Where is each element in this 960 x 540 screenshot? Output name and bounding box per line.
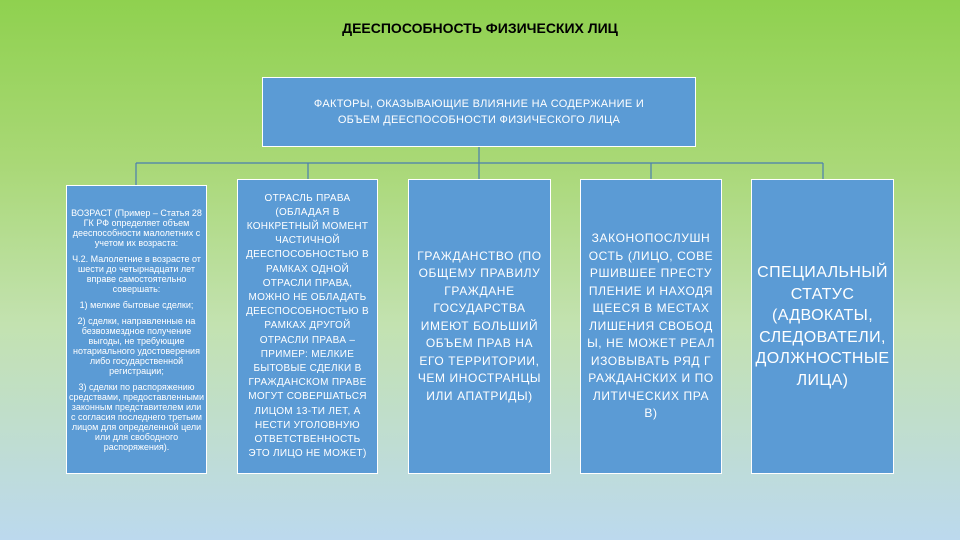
age-paragraph-4: 2) сделки, направленные на безвозмездное получение выгоды, не требующие нотариального удостоверения либо государственной регистрации;	[73, 315, 200, 376]
age-paragraph-1: ВОЗРАСТ (Пример – Статья 28 ГК РФ определяет объем дееспособности малолетних с учетом их возраста:	[71, 207, 202, 248]
factor-box-branch-of-law	[237, 179, 378, 474]
factor-box-special-status	[751, 179, 894, 474]
factor-box-law-abidance	[580, 179, 722, 474]
slide-title: ДЕЕСПОСОБНОСТЬ ФИЗИЧЕСКИХ ЛИЦ	[342, 20, 618, 36]
root-factors-line2: ОБЪЕМ ДЕЕСПОСОБНОСТИ ФИЗИЧЕСКОГО ЛИЦА	[337, 114, 621, 126]
root-factors-box	[262, 77, 696, 147]
age-paragraph-3: 1) мелкие бытовые сделки;	[79, 299, 194, 310]
citizenship-text: ГРАЖДАНСТВО (ПО ОБЩЕМУ ПРАВИЛУ ГРАЖДАНЕ ГОСУДАРСТВА ИМЕЮТ БОЛЬШИЙ ОБЪЕМ ПРАВ НА ЕГО ТЕРРИТОРИИ, ЧЕМ ИНОСТРАНЦЫ ИЛИ АПАТРИДЫ)	[417, 248, 542, 403]
special-status-text: СПЕЦИАЛЬНЫЙ СТАТУС (АДВОКАТЫ, СЛЕДОВАТЕЛИ, ДОЛЖНОСТНЫЕ ЛИЦА)	[755, 264, 890, 389]
age-paragraph-5: 3) сделки по распоряжению средствами, предоставленными законным представителем или с согласия последнего третьим лицом для определенной цели или для свободного распоряжения).	[69, 381, 205, 452]
factor-box-age	[66, 185, 207, 474]
factor-box-citizenship	[408, 179, 551, 474]
branch-of-law-text: ОТРАСЛЬ ПРАВА (ОБЛАДАЯ В КОНКРЕТНЫЙ МОМЕНТ ЧАСТИЧНОЙ ДЕЕСПОСОБНОСТЬЮ В РАМКАХ ОДНОЙ ОТРАСЛИ ПРАВА, МОЖНО НЕ ОБЛАДАТЬ ДЕЕСПОСОБНОСТЬЮ В РАМКАХ ДРУГОЙ ОТРАСЛИ ПРАВА – ПРИМЕР: МЕЛКИЕ БЫТОВЫЕ СДЕЛКИ В ГРАЖДАНСКОМ ПРАВЕ МОГУТ СОВЕРШАТЬСЯ ЛИЦОМ 13-ТИ ЛЕТ, А НЕСТИ УГОЛОВНУЮ ОТВЕТСТВЕННОСТЬ ЭТО ЛИЦО НЕ МОЖЕТ)	[246, 192, 369, 460]
law-abidance-text: ЗАКОНОПОСЛУШНОСТЬ (ЛИЦО, СОВЕРШИВШЕЕ ПРЕСТУПЛЕНИЕ И НАХОДЯЩЕЕСЯ В МЕСТАХ ЛИШЕНИЯ СВОБОДЫ, НЕ МОЖЕТ РЕАЛИЗОВЫВАТЬ РЯД ГРАЖДАНСКИХ И ПОЛИТИЧЕСКИХ ПРАВ)	[587, 231, 715, 421]
age-paragraph-2: Ч.2. Малолетние в возрасте от шести до четырнадцати лет вправе самостоятельно совершать:	[72, 253, 201, 294]
root-factors-line1: ФАКТОРЫ, ОКАЗЫВАЮЩИЕ ВЛИЯНИЕ НА СОДЕРЖАНИЕ И	[313, 98, 645, 110]
